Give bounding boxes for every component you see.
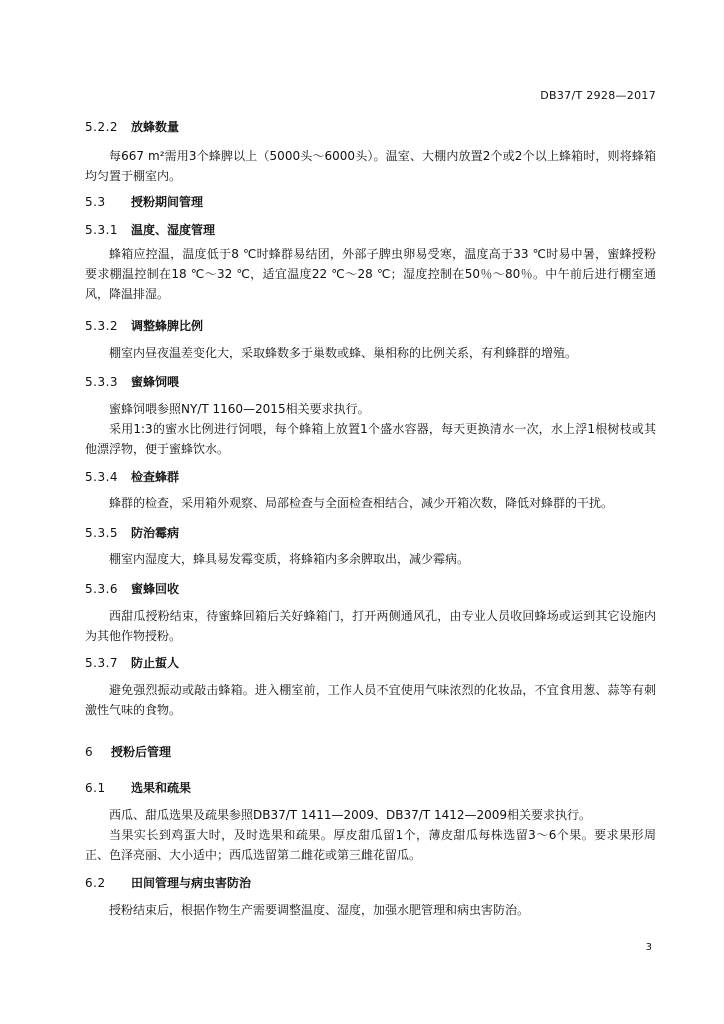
heading-title: 防止蜇人 (131, 656, 180, 670)
section-heading (85, 468, 656, 486)
paragraph: 当果实长到鸡蛋大时，及时选果和疏果。厚皮甜瓜留1个，薄皮甜瓜每株选留3～6个果。要求果形周正、色泽亮丽、大小适中；西瓜选留第二雌花或第三雌花留瓜。 (85, 828, 656, 862)
heading-number: 5.3.1 (85, 223, 119, 237)
heading-title: 检查蜂群 (131, 470, 180, 484)
section-heading (85, 118, 656, 136)
section-heading (85, 373, 656, 391)
section-heading (85, 317, 656, 335)
paragraph: 西甜瓜授粉结束，待蜜蜂回箱后关好蜂箱门，打开两侧通风孔，由专业人员收回蜂场或运到其它设施内为其他作物授粉。 (85, 609, 656, 643)
heading-number: 5.3.5 (85, 526, 119, 540)
section-heading (85, 779, 656, 797)
paragraph: 蜜蜂饲喂参照NY/T 1160—2015相关要求执行。 (109, 402, 370, 416)
paragraph: 西瓜、甜瓜选果及疏果参照DB37/T 1411—2009、DB37/T 1412—2009相关要求执行。 (109, 808, 592, 822)
paragraph: 采用1:3的蜜水比例进行饲喂，每个蜂箱上放置1个盛水容器，每天更换清水一次，水上浮1根树枝或其他漂浮物，便于蜜蜂饮水。 (85, 422, 656, 456)
heading-title: 田间管理与病虫害防治 (131, 876, 252, 890)
heading-title: 授粉后管理 (111, 745, 172, 759)
section-heading (85, 580, 656, 598)
heading-title: 防治霉病 (131, 526, 180, 540)
paragraph: 棚室内昼夜温差变化大，采取蜂数多于巢数或蜂、巢相称的比例关系，有利蜂群的增殖。 (109, 346, 578, 360)
heading-title: 蜜蜂饲喂 (131, 375, 180, 389)
paragraph: 避免强烈振动或敲击蜂箱。进入棚室前，工作人员不宜使用气味浓烈的化妆品，不宜食用葱、蒜等有刺激性气味的食物。 (85, 683, 656, 717)
heading-title: 选果和疏果 (131, 781, 192, 795)
paragraph: 蜂群的检查，采用箱外观察、局部检查与全面检查相结合，减少开箱次数，降低对蜂群的干扰。 (109, 496, 614, 510)
heading-number: 6.1 (85, 781, 106, 795)
heading-number: 6 (85, 745, 94, 759)
chapter-heading (85, 743, 656, 761)
heading-number: 5.3.2 (85, 319, 119, 333)
heading-title: 放蜂数量 (131, 120, 180, 134)
paragraph: 蜂箱应控温，温度低于8 ℃时蜂群易结团，外部子脾虫卵易受寒，温度高于33 ℃时易中暑，蜜蜂授粉要求棚温控制在18 ℃～32 ℃，适宜温度22 ℃～28 ℃；湿度控制在50％～80％。中午前后进行棚室通风，降温排湿。 (85, 247, 656, 301)
document-code: DB37/T 2928—2017 (540, 89, 656, 102)
paragraph: 授粉结束后，根据作物生产需要调整温度、湿度，加强水肥管理和病虫害防治。 (109, 903, 530, 917)
heading-number: 5.3.4 (85, 470, 119, 484)
heading-number: 5.3.7 (85, 656, 119, 670)
heading-title: 温度、湿度管理 (131, 223, 216, 237)
section-heading (85, 874, 656, 892)
heading-title: 授粉期间管理 (131, 195, 204, 209)
section-heading (85, 193, 656, 211)
section-heading (85, 654, 656, 672)
paragraph: 每667 m²需用3个蜂脾以上（5000头～6000头）。温室、大棚内放置2个或2个以上蜂箱时，则将蜂箱均匀置于棚室内。 (85, 149, 656, 183)
heading-title: 调整蜂脾比例 (131, 319, 204, 333)
section-heading (85, 524, 656, 542)
page-number: 3 (645, 942, 652, 953)
heading-number: 5.3.3 (85, 375, 119, 389)
heading-title: 蜜蜂回收 (131, 582, 180, 596)
section-heading (85, 221, 656, 239)
paragraph: 棚室内湿度大，蜂具易发霉变质，将蜂箱内多余脾取出，减少霉病。 (109, 552, 470, 566)
heading-number: 5.3 (85, 195, 106, 209)
heading-number: 5.3.6 (85, 582, 119, 596)
heading-number: 5.2.2 (85, 120, 119, 134)
heading-number: 6.2 (85, 876, 106, 890)
